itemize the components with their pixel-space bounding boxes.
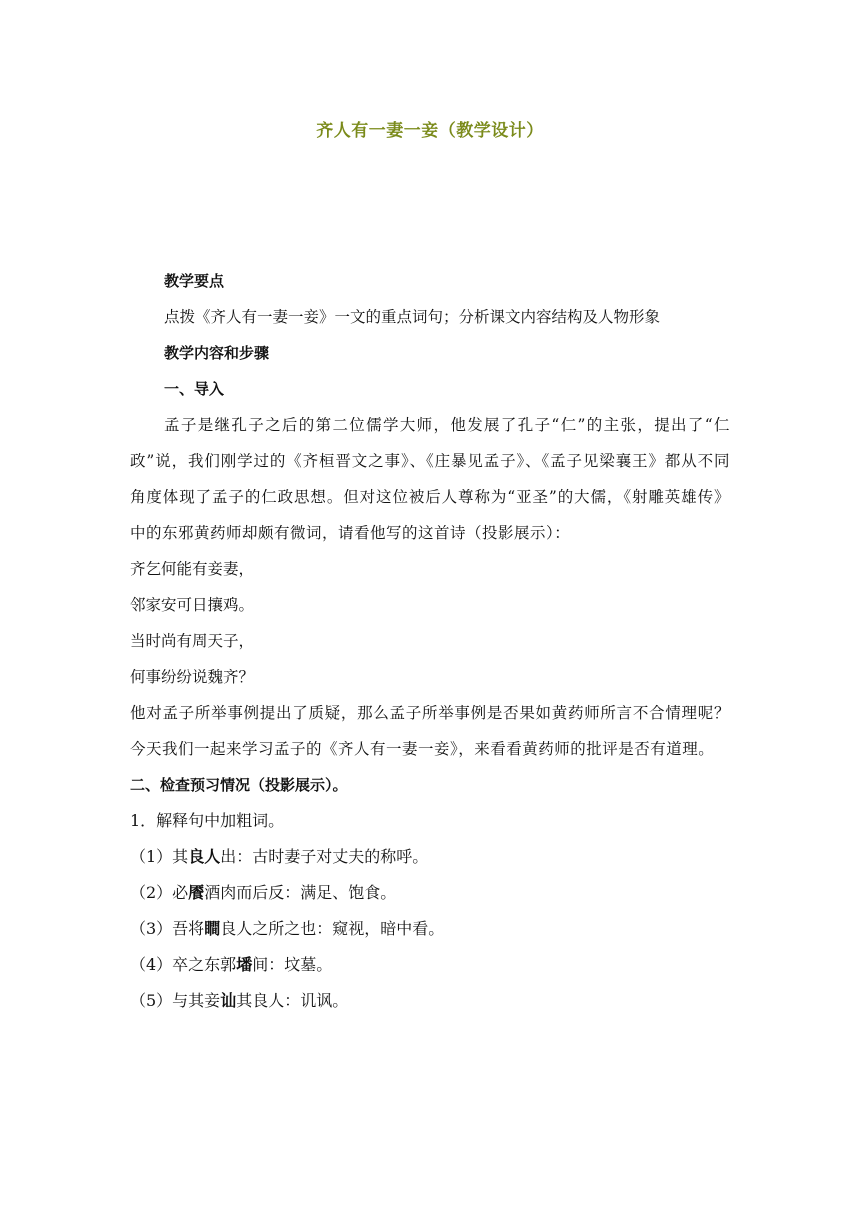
intro-paragraph: 孟子是继孔子之后的第二位儒学大师，他发展了孔子“仁”的主张，提出了“仁政”说，我们刚学过的《齐桓晋文之事》、《庄暴见孟子》、《孟子见梁襄王》都从不同角度体现了孟子的仁政思想。但对这位被后人尊称为“亚圣”的大儒，《射雕英雄传》中的东邪黄药师却颇有微词，请看他写的这首诗（投影展示）： — [130, 416, 730, 542]
part1-heading: 一、导入 — [164, 380, 225, 398]
part2-heading: 二、检查预习情况（投影展示）。 — [130, 776, 348, 794]
exercise-title: 1．解释句中加粗词。 — [130, 811, 285, 830]
bold-word: 良人 — [188, 847, 221, 866]
bold-word: 餍 — [188, 883, 205, 902]
exercise-item: （5）与其妾讪其良人：讥讽。 — [130, 991, 349, 1010]
bold-word: 瞷 — [204, 919, 221, 938]
poem-line: 齐乞何能有妾妻， — [130, 560, 255, 578]
document-body — [130, 263, 730, 1019]
exercise-item: （2）必餍酒肉而后反：满足、饱食。 — [130, 883, 397, 902]
poem-line: 邻家安可日攘鸡。 — [130, 596, 255, 614]
exercise-item: （3）吾将瞷良人之所之也：窥视，暗中看。 — [130, 919, 445, 938]
bold-word: 墦 — [236, 955, 253, 974]
key-points-heading: 教学要点 — [164, 272, 225, 290]
content-steps-heading: 教学内容和步骤 — [164, 344, 270, 362]
bold-word: 讪 — [220, 991, 237, 1010]
key-points-text: 点拨《齐人有一妻一妾》一文的重点词句；分析课文内容结构及人物形象 — [164, 308, 661, 326]
after-poem-paragraph: 他对孟子所举事例提出了质疑，那么孟子所举事例是否果如黄药师所言不合情理呢？今天我们一起来学习孟子的《齐人有一妻一妾》，来看看黄药师的批评是否有道理。 — [130, 704, 730, 758]
exercise-item: （4）卒之东郭墦间：坟墓。 — [130, 955, 333, 974]
poem-line: 当时尚有周天子， — [130, 632, 255, 650]
poem-line: 何事纷纷说魏齐？ — [130, 668, 255, 686]
document-title: 齐人有一妻一妾（教学设计） — [316, 121, 544, 141]
exercise-item: （1）其良人出：古时妻子对丈夫的称呼。 — [130, 847, 429, 866]
